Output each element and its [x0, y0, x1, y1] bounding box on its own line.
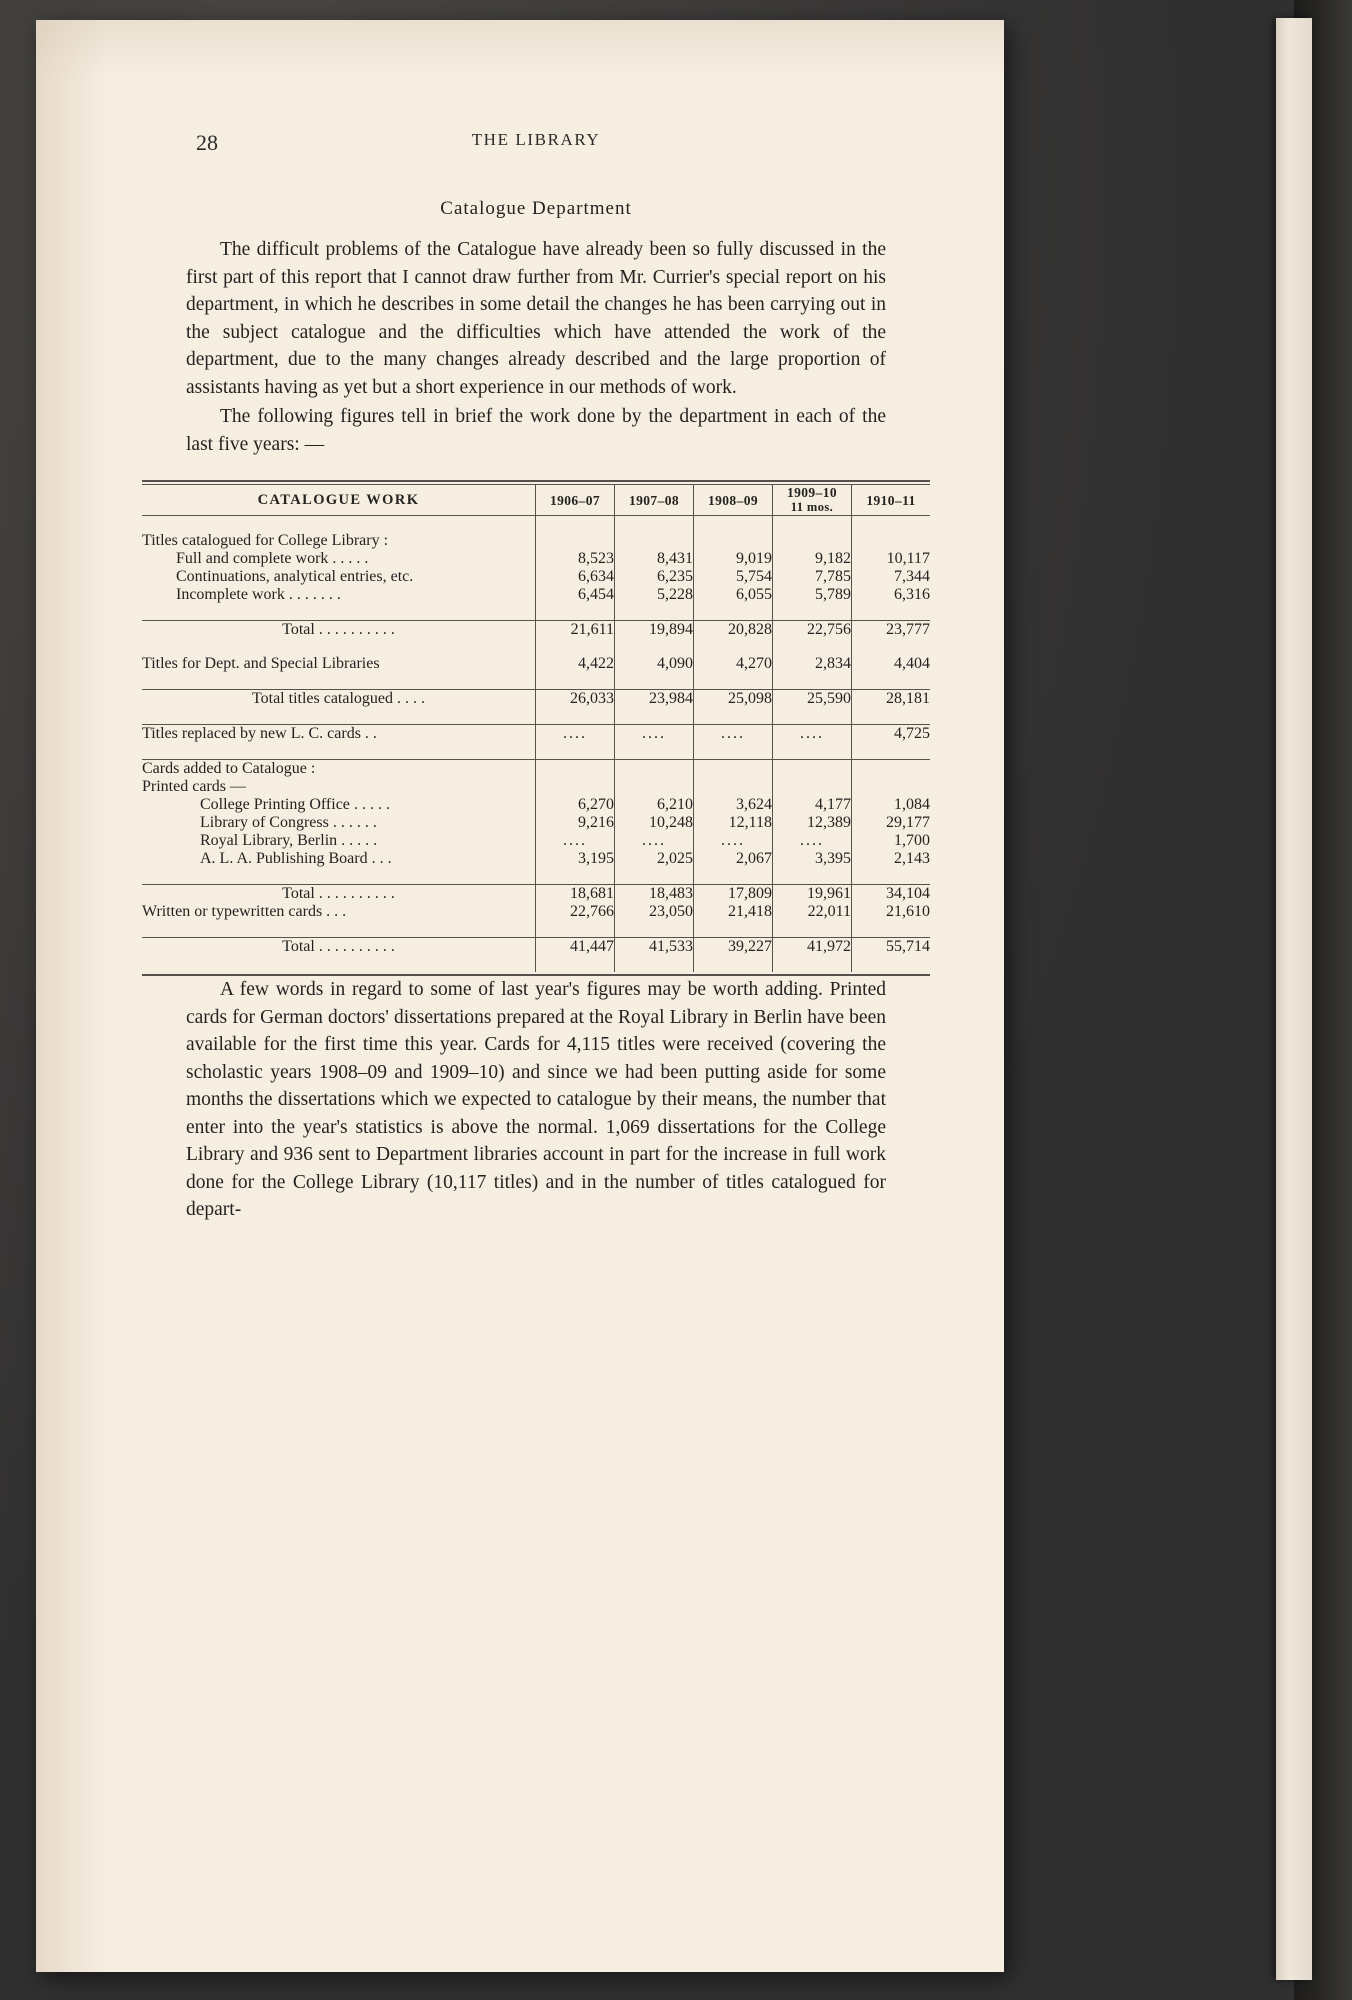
table-row — [142, 725, 930, 744]
table-row — [142, 903, 930, 921]
paragraph-closing: A few words in regard to some of last year's figures may be worth adding. Printed cards for German doctors' dissertations prepared at the Royal Library in Berlin have been available for the first time this year. Cards for 4,115 titles were received (covering the scholastic years 1908–09 and 1909–10) and since we had been putting aside for some months the dissertations which we expected to catalogue by their means, the number that enter into the year's statistics is above the normal. 1,069 dissertations for the College Library and 936 sent to Department libraries account in part for the increase in full work done for the College Library (10,117 titles) and in the number of titles catalogued for depart- — [186, 979, 886, 1220]
row-value: 2,143 — [852, 850, 931, 868]
row-value: 6,270 — [536, 796, 615, 814]
table-top-rule — [142, 484, 930, 972]
row-value: 23,984 — [615, 690, 694, 709]
row-label: Printed cards — — [142, 778, 246, 795]
row-label: Incomplete work . . . . . . . — [176, 586, 341, 603]
table-spacer-row — [142, 743, 930, 760]
table-row — [142, 586, 930, 604]
paragraph-table-lead: The following figures tell in brief the work done by the department in each of the last five years: — — [186, 406, 886, 455]
row-value: 4,270 — [694, 655, 773, 673]
page-number: 28 — [196, 130, 218, 155]
table-spacer-row — [142, 639, 930, 655]
row-value: 41,447 — [536, 938, 615, 957]
table-row — [142, 850, 930, 868]
row-label: Total titles catalogued . . . . — [142, 690, 536, 709]
row-value: 39,227 — [694, 938, 773, 957]
row-value: 6,454 — [536, 586, 615, 604]
row-value: 2,025 — [615, 850, 694, 868]
row-value: 8,523 — [536, 550, 615, 568]
row-label: Total . . . . . . . . . . — [142, 621, 536, 640]
column-header-1907-08-label: 1907–08 — [628, 492, 680, 508]
row-value: 19,894 — [615, 621, 694, 640]
row-value — [694, 760, 773, 779]
row-value — [694, 778, 773, 796]
row-label: Total . . . . . . . . . . — [142, 938, 536, 957]
row-label: Total . . . . . . . . . . — [142, 885, 536, 904]
table-row — [142, 690, 930, 709]
section-heading — [186, 198, 886, 220]
table-row — [142, 655, 930, 673]
row-value: .... — [615, 832, 694, 850]
column-header-1909-10-sub: 11 mos. — [790, 500, 834, 514]
column-header-1908-09-label: 1908–09 — [707, 492, 759, 508]
row-value: 2,834 — [773, 655, 852, 673]
table-header-row — [142, 485, 930, 516]
row-value: 10,117 — [852, 550, 931, 568]
column-header-1906-07-label: 1906–07 — [549, 492, 601, 508]
row-value: 26,033 — [536, 690, 615, 709]
row-value — [852, 760, 931, 779]
column-header-1910-11 — [852, 485, 931, 516]
column-header-1910-11-label: 1910–11 — [866, 492, 916, 508]
row-value: 22,766 — [536, 903, 615, 921]
table-row — [142, 832, 930, 850]
row-label: Royal Library, Berlin . . . . . — [200, 832, 378, 849]
row-value — [615, 778, 694, 796]
column-header-1907-08 — [615, 485, 694, 516]
page-surface — [36, 20, 1004, 1972]
row-value: 1,700 — [852, 832, 931, 850]
table-spacer-row — [142, 921, 930, 938]
row-value — [773, 778, 852, 796]
row-value: 12,389 — [773, 814, 852, 832]
table-spacer-row — [142, 604, 930, 621]
row-value: 8,431 — [615, 550, 694, 568]
table-row — [142, 532, 930, 550]
row-label: Titles catalogued for College Library : — [142, 532, 389, 549]
row-value: 3,624 — [694, 796, 773, 814]
row-value: .... — [536, 725, 615, 744]
row-value: 29,177 — [852, 814, 931, 832]
row-value: 6,210 — [615, 796, 694, 814]
page-content — [142, 130, 930, 1226]
row-value — [615, 760, 694, 779]
row-value: 3,195 — [536, 850, 615, 868]
column-header-1906-07 — [536, 485, 615, 516]
row-value: 23,777 — [852, 621, 931, 640]
row-value: 55,714 — [852, 938, 931, 957]
row-value: 21,611 — [536, 621, 615, 640]
row-value: 5,228 — [615, 586, 694, 604]
row-value: 2,067 — [694, 850, 773, 868]
table-body — [142, 516, 930, 973]
table-row — [142, 621, 930, 640]
row-value — [852, 778, 931, 796]
table-row — [142, 778, 930, 796]
section-heading-text: Catalogue Department — [440, 198, 632, 219]
row-value: 12,118 — [694, 814, 773, 832]
row-value: .... — [694, 832, 773, 850]
column-header-1908-09 — [694, 485, 773, 516]
row-value — [773, 760, 852, 779]
paragraph-intro: The difficult problems of the Catalogue have already been so fully discussed in the first part of this report that I cannot draw further from Mr. Currier's special report on his department, in which he describes in some detail the changes he has been carrying out in the subject catalogue and the difficulties which have attended the work of the department, due to the many changes already described and the large proportion of assistants having as yet but a short experience in our methods of work. — [186, 239, 886, 398]
document-page — [36, 20, 1004, 1972]
row-value: 21,610 — [852, 903, 931, 921]
row-value: 3,395 — [773, 850, 852, 868]
row-value — [536, 778, 615, 796]
row-value — [536, 760, 615, 779]
row-label: Cards added to Catalogue : — [142, 760, 536, 779]
row-label: A. L. A. Publishing Board . . . — [200, 850, 392, 867]
statistics-table-container — [142, 480, 930, 976]
table-row — [142, 938, 930, 957]
page-header — [186, 130, 886, 164]
row-value: 5,754 — [694, 568, 773, 586]
table-header — [142, 485, 930, 516]
row-value: 17,809 — [694, 885, 773, 904]
row-value: 6,316 — [852, 586, 931, 604]
row-value: 10,248 — [615, 814, 694, 832]
row-value: .... — [694, 725, 773, 744]
row-value: 6,235 — [615, 568, 694, 586]
row-value — [536, 532, 615, 550]
table-row — [142, 796, 930, 814]
table-spacer-row — [142, 516, 930, 533]
row-label: Library of Congress . . . . . . — [200, 814, 377, 831]
row-value: 18,681 — [536, 885, 615, 904]
row-label: Continuations, analytical entries, etc. — [176, 568, 414, 585]
row-label: Written or typewritten cards . . . — [142, 903, 347, 920]
row-label: Titles for Dept. and Special Libraries — [142, 655, 380, 672]
table-row — [142, 550, 930, 568]
row-value: 4,404 — [852, 655, 931, 673]
row-value: 9,216 — [536, 814, 615, 832]
row-value: 34,104 — [852, 885, 931, 904]
row-value: 4,422 — [536, 655, 615, 673]
row-value: 20,828 — [694, 621, 773, 640]
row-value: 4,090 — [615, 655, 694, 673]
table-row — [142, 885, 930, 904]
row-value: .... — [773, 725, 852, 744]
table-row — [142, 760, 930, 779]
catalogue-work-table — [142, 485, 930, 972]
row-value: 23,050 — [615, 903, 694, 921]
row-value — [694, 532, 773, 550]
column-header-1909-10-label: 1909–10 — [786, 485, 838, 500]
row-value: .... — [773, 832, 852, 850]
row-value: 41,533 — [615, 938, 694, 957]
row-value: .... — [536, 832, 615, 850]
row-label: Full and complete work . . . . . — [176, 550, 369, 567]
row-value: 4,177 — [773, 796, 852, 814]
row-value: 25,098 — [694, 690, 773, 709]
row-value — [773, 532, 852, 550]
row-value — [852, 532, 931, 550]
row-value: 5,789 — [773, 586, 852, 604]
row-value: 6,055 — [694, 586, 773, 604]
row-value: 7,785 — [773, 568, 852, 586]
row-value — [615, 532, 694, 550]
adjacent-page-edge — [1276, 18, 1312, 1980]
table-spacer-row — [142, 868, 930, 885]
row-value: 28,181 — [852, 690, 931, 709]
running-head: THE LIBRARY — [471, 130, 601, 149]
column-header-1909-10 — [773, 485, 852, 516]
row-value: 6,634 — [536, 568, 615, 586]
row-value: 4,725 — [852, 725, 931, 744]
row-value: 19,961 — [773, 885, 852, 904]
column-header-catalogue-work: CATALOGUE WORK — [142, 485, 536, 516]
row-value: 9,019 — [694, 550, 773, 568]
table-spacer-row — [142, 673, 930, 690]
row-value: .... — [615, 725, 694, 744]
table-row — [142, 814, 930, 832]
row-label: College Printing Office . . . . . — [200, 796, 390, 813]
row-value: 22,011 — [773, 903, 852, 921]
table-row — [142, 568, 930, 586]
row-value: 22,756 — [773, 621, 852, 640]
row-value: 41,972 — [773, 938, 852, 957]
table-spacer-row — [142, 708, 930, 725]
row-value: 9,182 — [773, 550, 852, 568]
row-value: 18,483 — [615, 885, 694, 904]
row-value: 7,344 — [852, 568, 931, 586]
row-value: 21,418 — [694, 903, 773, 921]
table-spacer-row — [142, 956, 930, 972]
row-label: Titles replaced by new L. C. cards . . — [142, 725, 536, 744]
row-value: 1,084 — [852, 796, 931, 814]
row-value: 25,590 — [773, 690, 852, 709]
